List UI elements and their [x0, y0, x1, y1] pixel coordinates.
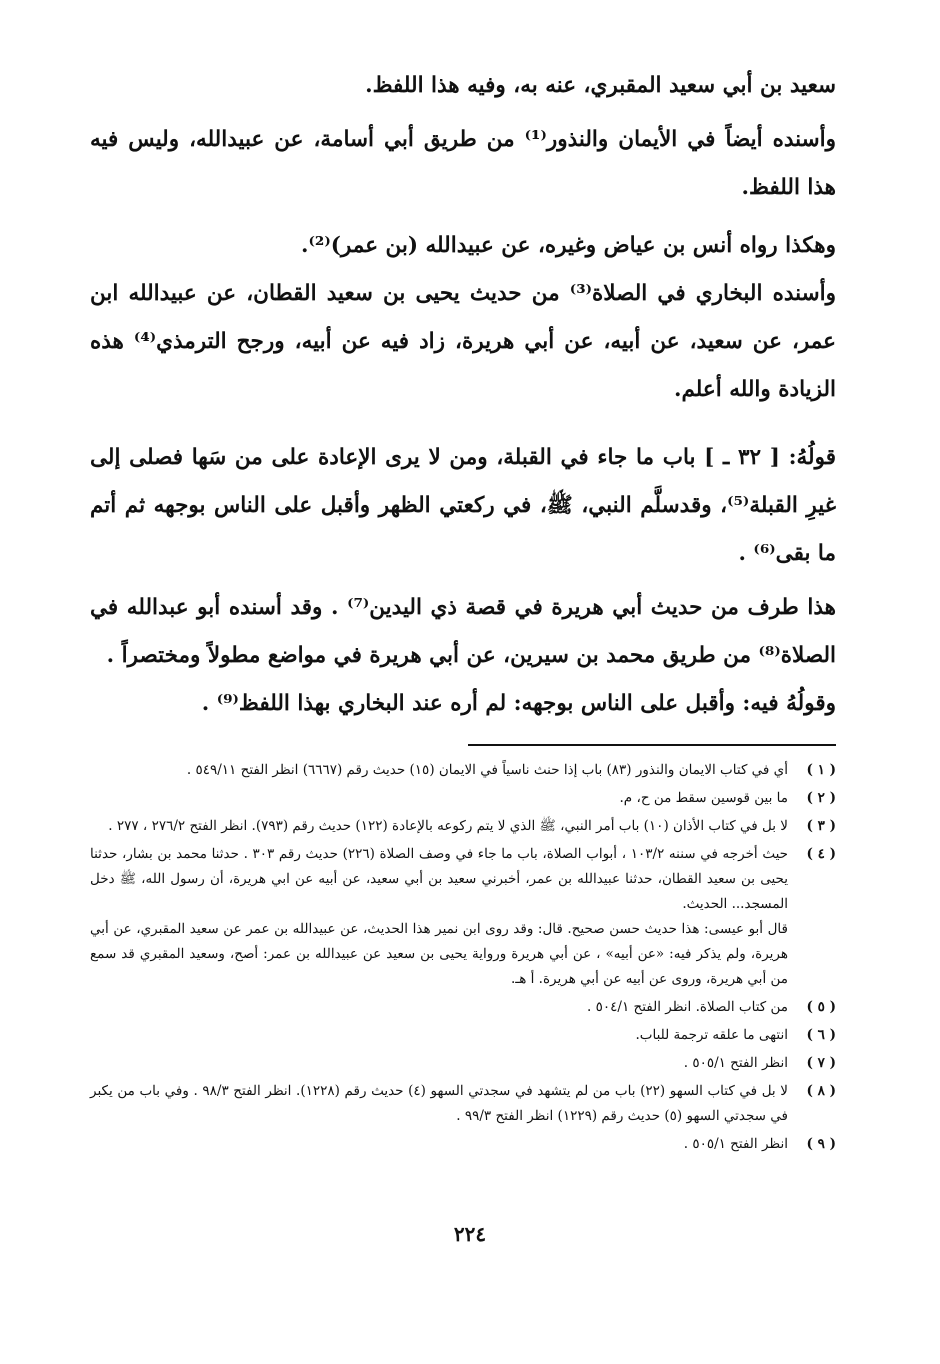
footnote-text: من كتاب الصلاة. انظر الفتح ٥٠٤/١ . [587, 999, 788, 1015]
footnote-text: أي في كتاب الايمان والنذور (٨٣) باب إذا حنث ناسياً في الايمان (١٥) حديث رقم (٦٦٦٧) انظر الفتح ٥٤٩/١١ . [186, 762, 788, 778]
footnote-text: انتهى ما علقه ترجمة للباب. [635, 1027, 788, 1043]
footnote-text: انظر الفتح ٥٠٥/١ . [683, 1055, 788, 1071]
paragraph-1: سعيد بن أبي سعيد المقبري، عنه به، وفيه هذا اللفظ. [365, 73, 836, 98]
paragraph-2: وأسنده أيضاً في الأيمان والنذور⁽¹⁾ من طريق أبي أسامة، عن عبيدالله، وليس فيه هذا اللفظ. [90, 127, 836, 200]
footnote-1 [90, 758, 836, 783]
footnote-continuation: قال أبو عيسى: هذا حديث حسن صحيح. قال: وقد روى ابن نمير هذا الحديث، عن عبيدالله بن عمر عن سعيد المقبري، عن أبي هريرة، ولم يذكر فيه: «عن أبيه» ، عن أبي هريرة ورواية يحيى بن سعيد عن عبيدالله بن عمر: أصح، وسعيد المقبري قد سمع من أبي هريرة، وروى عن أبيه عن أبي هريرة. أ هـ. [90, 921, 788, 987]
footnote-5 [90, 995, 836, 1020]
footnote-text: لا بل في كتاب السهو (٢٢) باب من لم يتشهد في سجدتي السهو (٤) حديث رقم (١٢٢٨). انظر الفتح ٩٨/٣ . وفي باب من يكبر في سجدتي السهو (٥) حديث رقم (١٢٢٩) انظر الفتح ٩٩/٣ . [90, 1083, 788, 1124]
footnote-number: ( ٤ ) [806, 846, 836, 862]
paragraph-6: هذا طرف من حديث أبي هريرة في قصة ذي اليدين⁽⁷⁾ . وقد أسنده أبو عبدالله في الصلاة⁽⁸⁾ من طريق محمد بن سيرين، عن أبي هريرة في مواضع مطولاً ومختصراً . [90, 595, 836, 668]
footnote-number: ( ٣ ) [806, 818, 836, 834]
footnote-2 [90, 786, 836, 811]
footnote-4 [90, 842, 836, 992]
footnote-text: حيث أخرجه في سننه ١٠٣/٢ ، أبواب الصلاة، باب ما جاء في وصف الصلاة (٢٢٦) حديث رقم ٣٠٣ . حدثنا محمد بن بشار، حدثنا يحيى بن سعيد القطان، حدثنا عبيدالله بن عمر، أخبرني سعيد بن أبي سعيد، عن أبيه عن ابي هريرة، أن رسول الله، ﷺ دخل المسجد... الحديث. [90, 846, 788, 912]
footnote-text: انظر الفتح ٥٠٥/١ . [683, 1136, 788, 1152]
footnote-9 [90, 1132, 836, 1157]
footnote-number: ( ٢ ) [806, 790, 836, 806]
footnote-text: لا بل في كتاب الأذان (١٠) باب أمر النبي، ﷺ الذي لا يتم ركوعه بالإعادة (١٢٢) حديث رقم (٧٩٣). انظر الفتح ٢٧٦/٢ ، ٢٧٧ . [108, 818, 788, 834]
footnote-6 [90, 1023, 836, 1048]
footnote-number: ( ٦ ) [806, 1027, 836, 1043]
footnote-text-group [90, 842, 788, 992]
paragraph-3: وهكذا رواه أنس بن عياض وغيره، عن عبيدالله (بن عمر)⁽²⁾. [301, 233, 836, 258]
footnote-8 [90, 1079, 836, 1129]
paragraph-4: وأسنده البخاري في الصلاة⁽³⁾ من حديث يحيى بن سعيد القطان، عن عبيدالله ابن عمر، عن سعيد، عن أبيه، عن أبي هريرة، زاد فيه عن أبيه، ورجح الترمذي⁽⁴⁾ هذه الزيادة والله أعلم. [90, 281, 837, 402]
footnote-7 [90, 1051, 836, 1076]
footnote-3 [90, 814, 836, 839]
footnote-number: ( ٨ ) [806, 1083, 836, 1099]
page-number: ٢٢٤ [453, 1222, 487, 1246]
footnote-number: ( ١ ) [806, 762, 836, 778]
footnote-separator [468, 744, 836, 746]
footnotes [90, 758, 836, 1157]
main-text [90, 62, 836, 728]
paragraph-7: وقولُهُ فيه: وأقبل على الناس بوجهه: لم أره عند البخاري بهذا اللفظ⁽⁹⁾ . [201, 691, 836, 716]
footnote-text: ما بين قوسين سقط من ح، م. [619, 790, 788, 806]
footnote-number: ( ٩ ) [806, 1136, 836, 1152]
paragraph-5: قولُهُ: [ ٣٢ ـ ] باب ما جاء في القبلة، ومن لا يرى الإعادة على من سَها فصلى إلى غيرِ القبلة⁽⁵⁾، وقدسلَّم النبي، ﷺ، في ركعتي الظهر وأقبل على الناس بوجهه ثم أتم ما بقى⁽⁶⁾ . [90, 445, 836, 566]
footnote-number: ( ٥ ) [806, 999, 836, 1015]
footnote-number: ( ٧ ) [806, 1055, 836, 1071]
